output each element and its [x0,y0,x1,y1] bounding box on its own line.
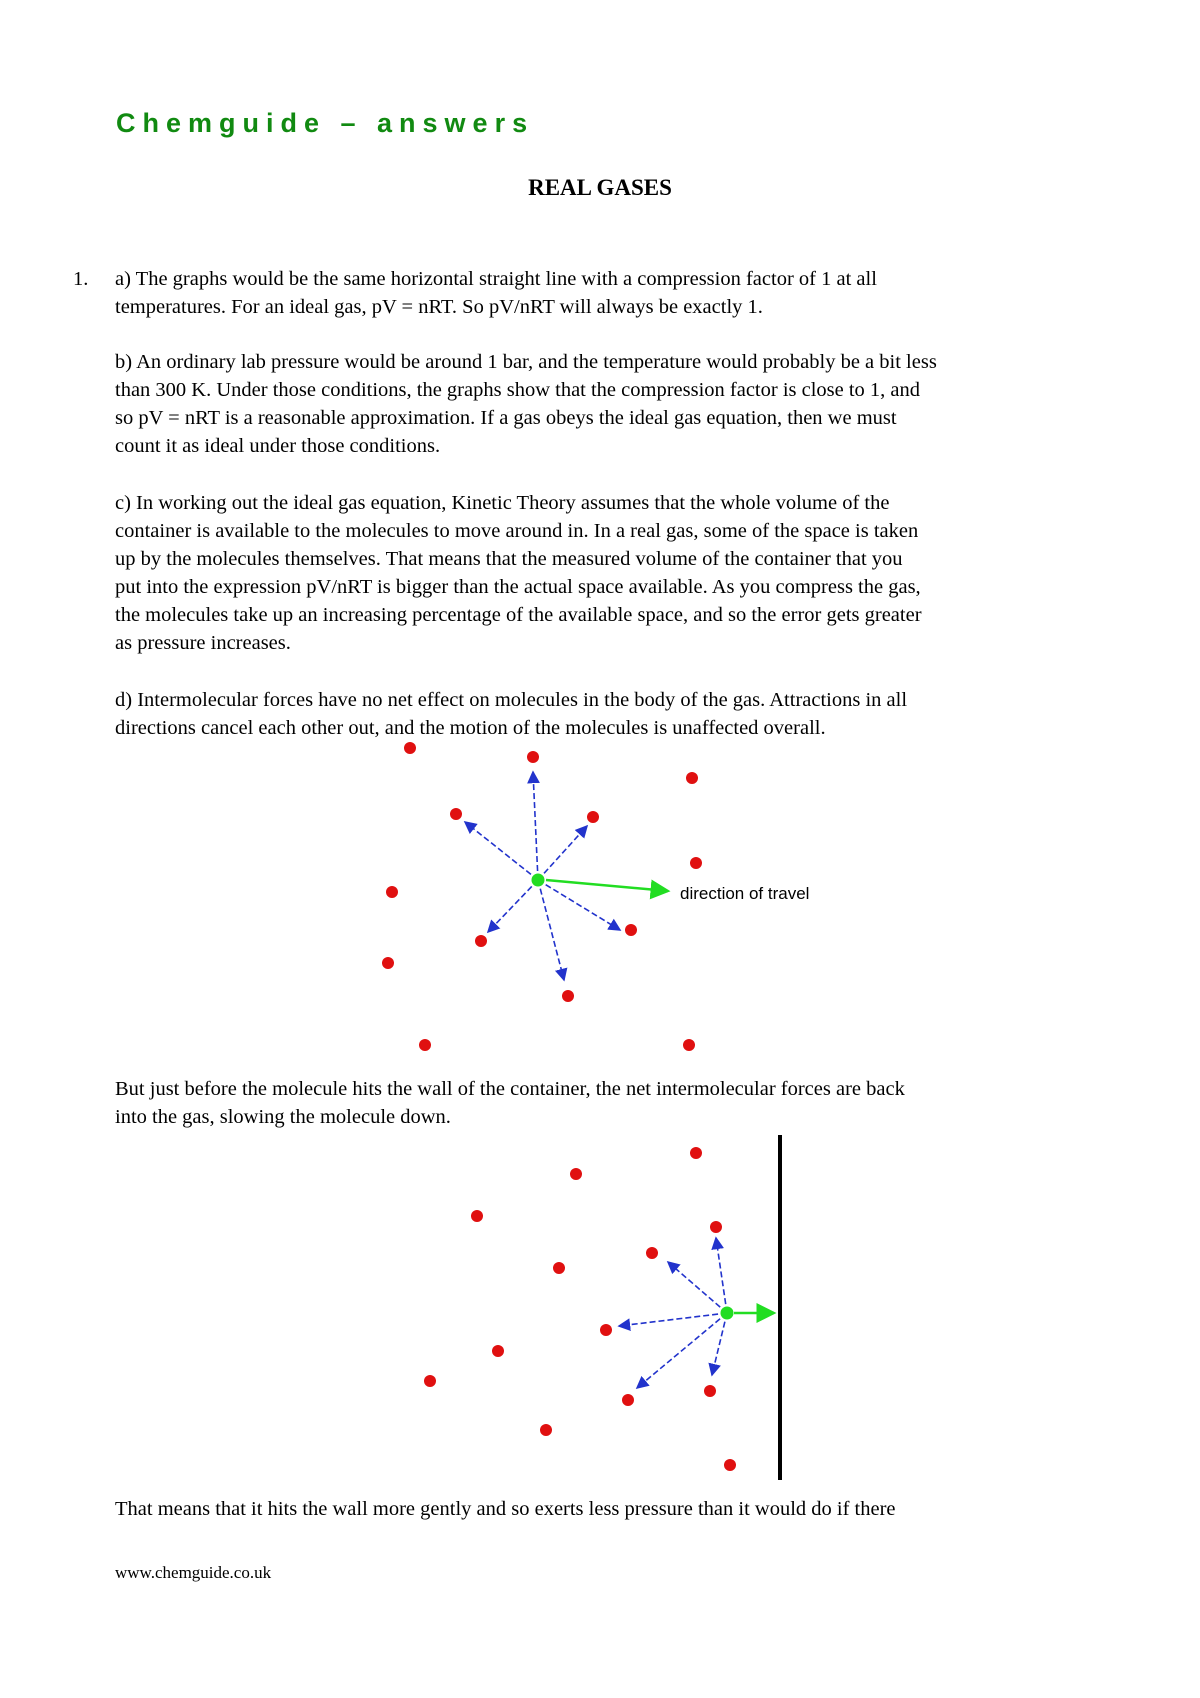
molecules [382,742,702,1051]
text-line: c) In working out the ideal gas equation, Kinetic Theory assumes that the whole volume of the [115,492,890,514]
text-line: That means that it hits the wall more gently and so exerts less pressure than it would do if there [115,1498,896,1520]
force-arrow [619,1313,727,1326]
molecules [424,1147,736,1471]
moving-molecule [721,1307,734,1320]
force-arrow [465,822,538,880]
molecule [622,1394,634,1406]
text-line: than 300 K. Under those conditions, the graphs show that the compression factor is close to 1, and [115,379,921,401]
molecule [471,1210,483,1222]
molecule [404,742,416,754]
molecule [527,751,539,763]
force-arrow [712,1313,727,1375]
text-line: put into the expression pV/nRT is bigger than the actual space available. As you compress the gas, [115,576,921,598]
molecule [683,1039,695,1051]
page-title: REAL GASES [528,175,672,200]
text-line: temperatures. For an ideal gas, pV = nRT. So pV/nRT will always be exactly 1. [115,296,763,318]
text-line: a) The graphs would be the same horizontal straight line with a compression factor of 1 at all [115,268,877,290]
force-arrow [533,772,538,880]
text-line: up by the molecules themselves. That means that the measured volume of the container that you [115,548,903,570]
molecule [475,935,487,947]
answer-part-c [115,489,1115,657]
diagram-near-wall [0,1130,1200,1490]
answer-part-d-conclusion [115,1495,1115,1523]
force-arrow [637,1313,727,1388]
molecule [450,808,462,820]
molecule [570,1168,582,1180]
molecule [562,990,574,1002]
text-line: as pressure increases. [115,632,291,654]
molecule [386,886,398,898]
text-line: the molecules take up an increasing percentage of the available space, and so the error gets greater [115,604,922,626]
molecule [587,811,599,823]
answer-part-a [115,265,1115,321]
text-line: into the gas, slowing the molecule down. [115,1106,451,1128]
diagram-body-of-gas [0,730,1200,1070]
text-line: container is available to the molecules to move around in. In a real gas, some of the space is taken [115,520,919,542]
moving-molecule [532,874,545,887]
molecule [382,957,394,969]
molecule [690,1147,702,1159]
force-arrow [538,826,587,880]
answer-part-d-wall [115,1075,1115,1131]
force-arrow [538,880,620,930]
direction-of-travel-arrow [546,880,668,891]
molecule [646,1247,658,1259]
molecule [724,1459,736,1471]
text-line: d) Intermolecular forces have no net effect on molecules in the body of the gas. Attractions in all [115,689,908,711]
text-line: b) An ordinary lab pressure would be around 1 bar, and the temperature would probably be a bit less [115,351,937,373]
molecule [710,1221,722,1233]
molecule [424,1375,436,1387]
molecule [553,1262,565,1274]
force-arrow [716,1238,727,1313]
text-line: But just before the molecule hits the wall of the container, the net intermolecular forces are back [115,1078,905,1100]
force-arrow [488,880,538,932]
molecule [704,1385,716,1397]
molecule [419,1039,431,1051]
site-header: Chemguide – answers [116,108,535,138]
force-arrow [668,1262,727,1313]
force-arrows [619,1238,727,1388]
text-line: count it as ideal under those conditions. [115,435,441,457]
text-line: directions cancel each other out, and the motion of the molecules is unaffected overall. [115,717,826,739]
molecule [492,1345,504,1357]
force-arrow [538,880,564,980]
question-number: 1. [73,268,89,290]
answer-part-b [115,348,1115,460]
footer-url: www.chemguide.co.uk [115,1563,272,1582]
molecule [625,924,637,936]
molecule [686,772,698,784]
molecule [540,1424,552,1436]
direction-of-travel-label: direction of travel [680,884,810,903]
text-line: so pV = nRT is a reasonable approximation. If a gas obeys the ideal gas equation, then we must [115,407,897,429]
molecule [600,1324,612,1336]
molecule [690,857,702,869]
